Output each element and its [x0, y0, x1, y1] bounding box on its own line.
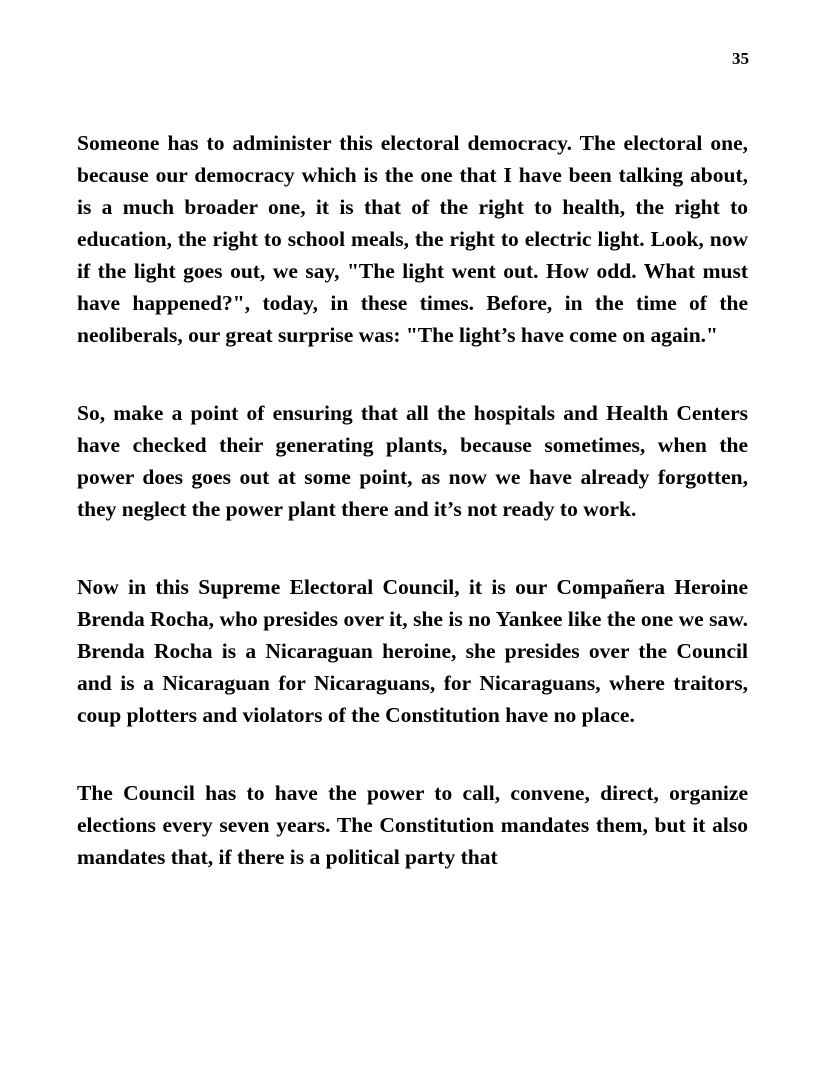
page-number: 35 [732, 49, 749, 68]
page-body [77, 127, 748, 919]
paragraph-2: So, make a point of ensuring that all the hospitals and Health Centers have checked their generating plants, because sometimes, when the power does goes out at some point, as now we have already forgotten, they neglect the power plant there and it’s not ready to work. [77, 401, 748, 521]
paragraph-4: The Council has to have the power to call, convene, direct, organize elections every seven years. The Constitution mandates them, but it also mandates that, if there is a political party that [77, 781, 748, 869]
paragraph-3: Now in this Supreme Electoral Council, it is our Compañera Heroine Brenda Rocha, who presides over it, she is no Yankee like the one we saw. Brenda Rocha is a Nicaraguan heroine, she presides over the Council and is a Nicaraguan for Nicaraguans, for Nicaraguans, where traitors, coup plotters and violators of the Constitution have no place. [77, 575, 748, 727]
paragraph-1: Someone has to administer this electoral democracy. The electoral one, because our democracy which is the one that I have been talking about, is a much broader one, it is that of the right to health, the right to education, the right to school meals, the right to electric light. Look, now if the light goes out, we say, "The light went out. How odd. What must have happened?", today, in these times. Before, in the time of the neoliberals, our great surprise was: "The light’s have come on again." [77, 131, 748, 347]
